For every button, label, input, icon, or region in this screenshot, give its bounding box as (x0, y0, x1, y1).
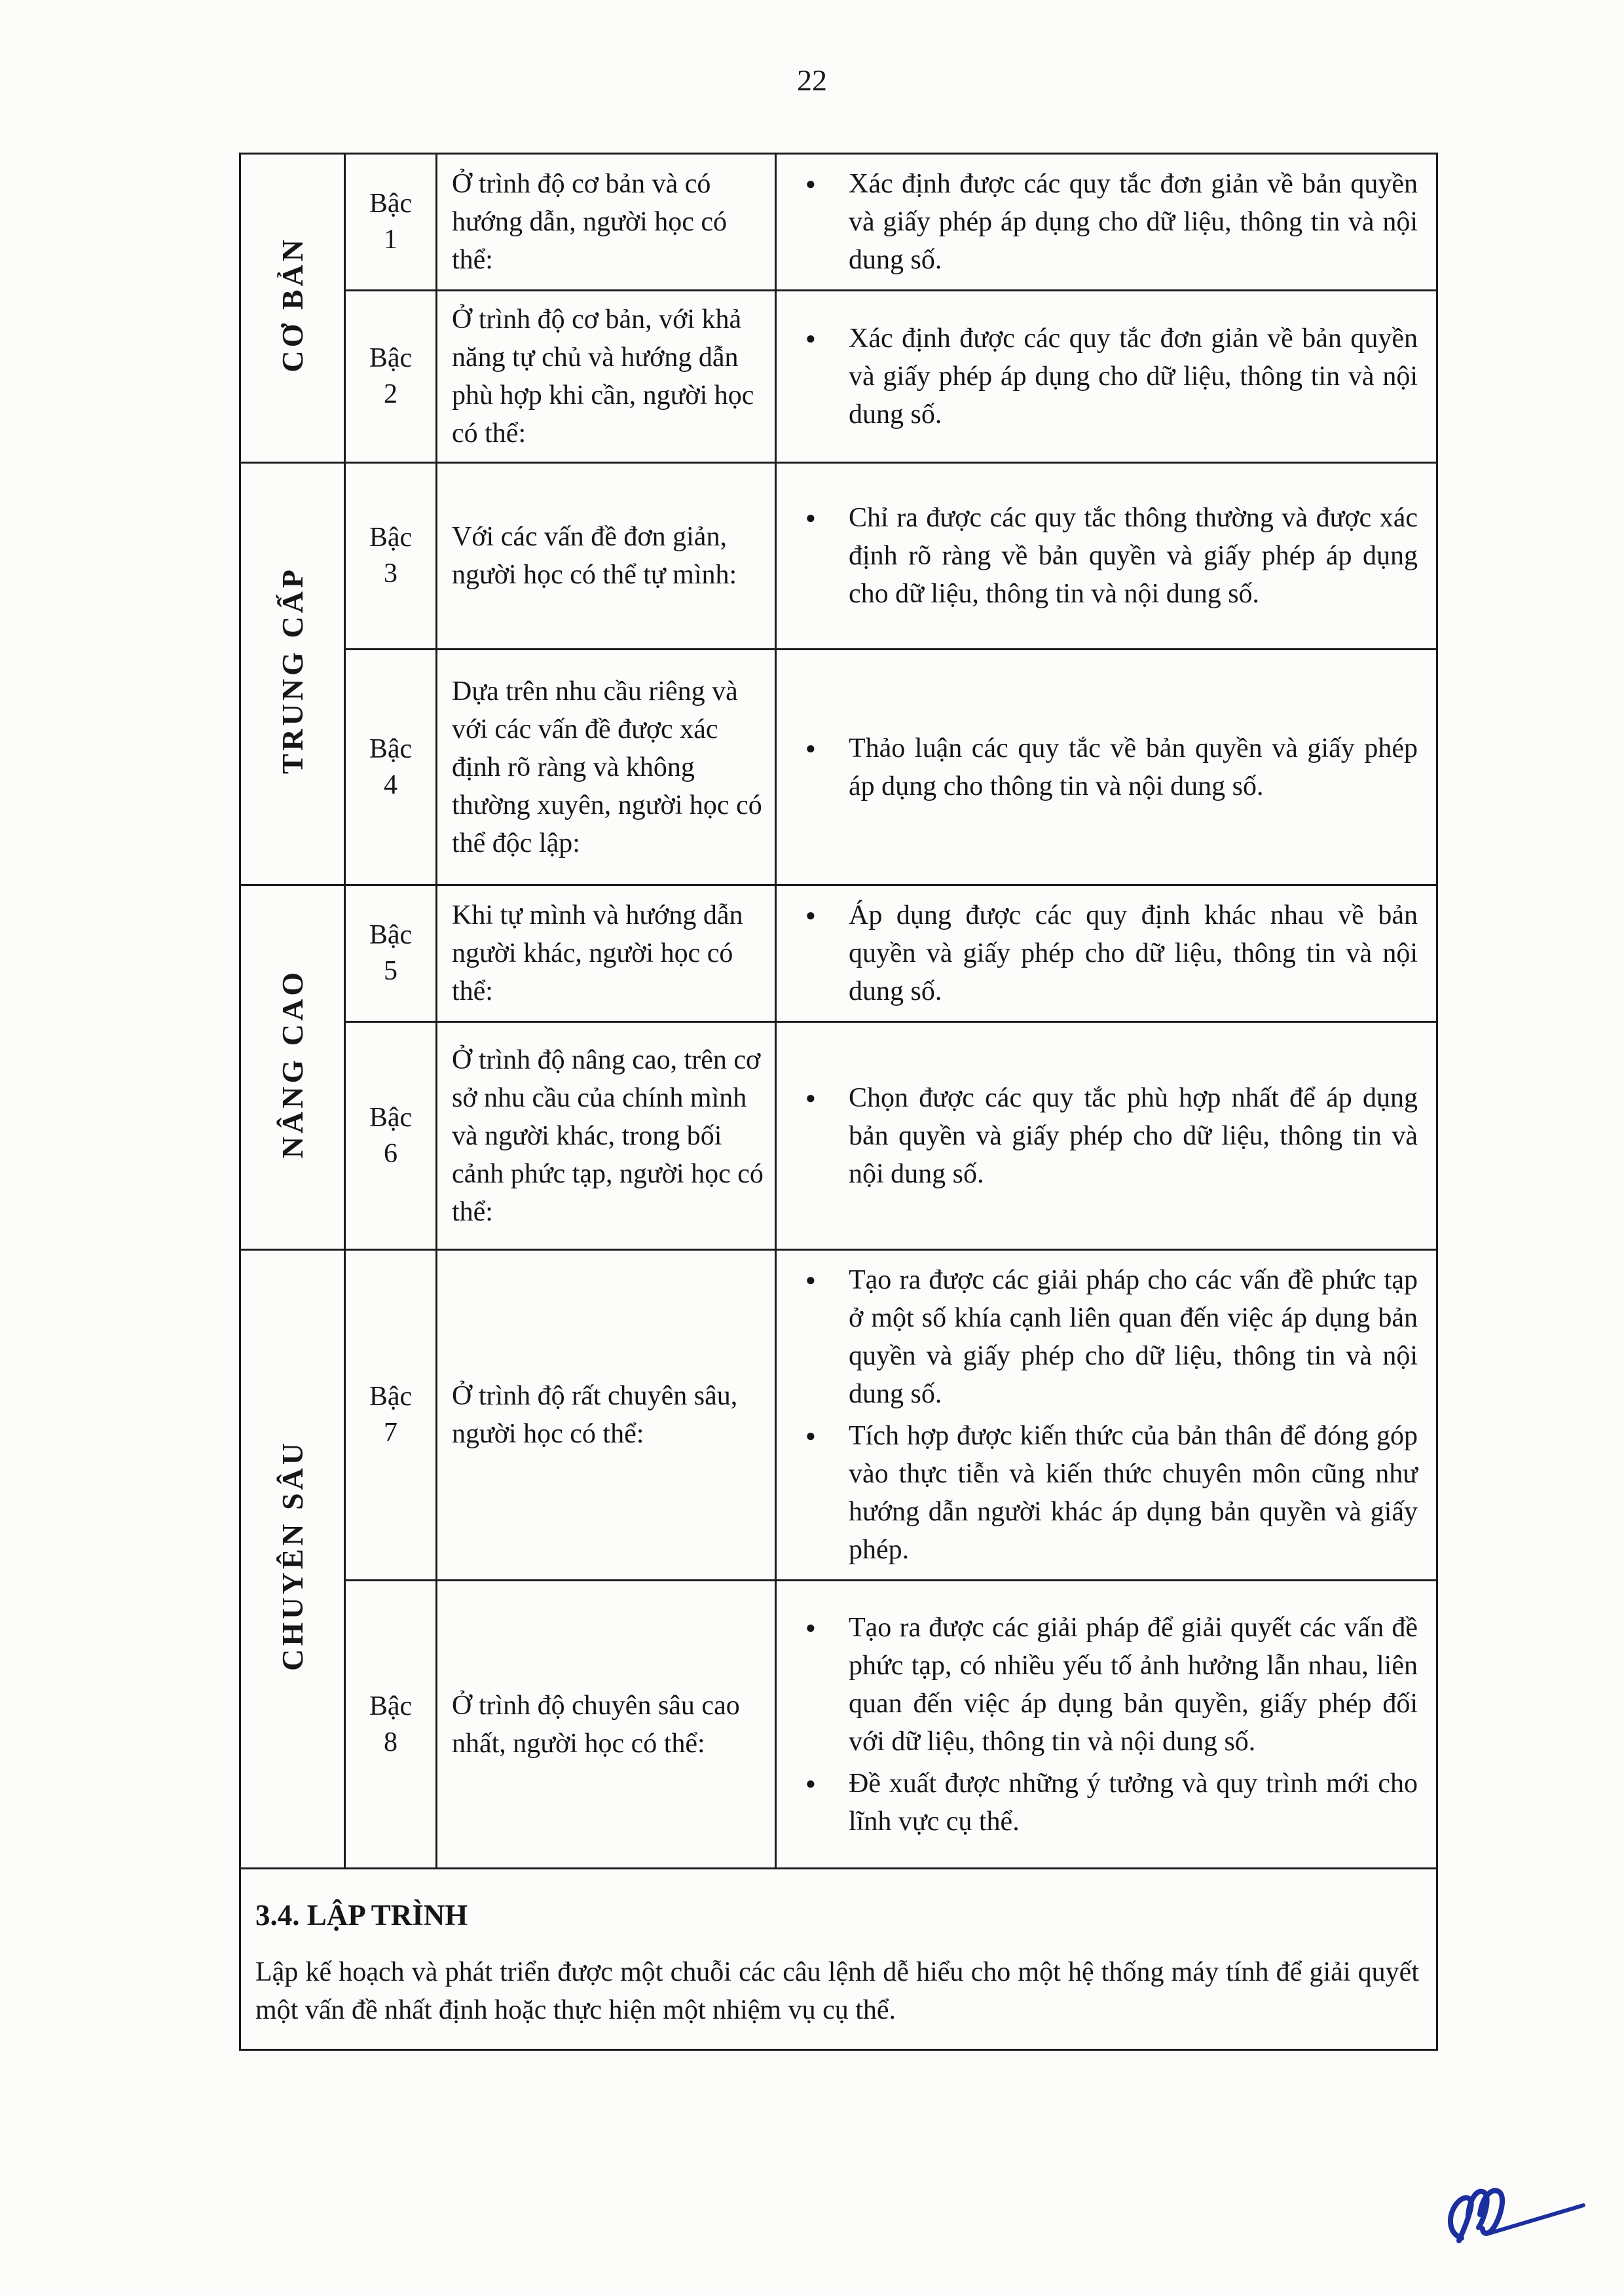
bullets-cell (776, 1250, 1437, 1581)
bullet-item (805, 1417, 1418, 1569)
level-label: Bậc (369, 189, 413, 219)
level-number: 8 (384, 1727, 397, 1757)
bullet-text: Đề xuất được những ý tưởng và quy trình mới cho lĩnh vực cụ thể. (849, 1768, 1418, 1837)
description-cell (437, 463, 776, 650)
level-cell (345, 1581, 437, 1869)
bullet-item (805, 499, 1418, 613)
description-cell (437, 1581, 776, 1869)
bullet-icon: ● (805, 1270, 816, 1289)
bullet-item (805, 165, 1418, 279)
section-3-4 (240, 1869, 1437, 2050)
level-cell (345, 463, 437, 650)
bullet-item (805, 1079, 1418, 1193)
level-label: Bậc (369, 1691, 413, 1721)
bullet-text: Áp dụng được các quy định khác nhau về bản quyền và giấy phép cho dữ liệu, thông tin và nội dung số. (849, 900, 1418, 1006)
bullet-icon: ● (805, 1617, 816, 1637)
level-label: Bậc (369, 1102, 413, 1133)
bullet-text: Xác định được các quy tắc đơn giản về bản quyền và giấy phép áp dụng cho dữ liệu, thông tin và nội dung số. (849, 323, 1418, 430)
level-number: 1 (384, 225, 397, 255)
level-number: 2 (384, 379, 397, 409)
bullet-text: Tích hợp được kiến thức của bản thân để đóng góp vào thực tiễn và kiến thức chuyên môn cũng như hướng dẫn người khác áp dụng bản quyền và giấy phép. (849, 1421, 1418, 1565)
bullet-list (777, 165, 1436, 279)
bullet-icon: ● (805, 906, 816, 925)
level-number: 7 (384, 1418, 397, 1448)
section-heading: 3.4. LẬP TRÌNH (255, 1899, 468, 1932)
bullet-list (777, 320, 1436, 433)
bullet-item (805, 1261, 1418, 1413)
bullets-cell (776, 650, 1437, 885)
bullet-icon: ● (805, 1426, 816, 1445)
bullet-text: Thảo luận các quy tắc về bản quyền và giấy phép áp dụng cho thông tin và nội dung số. (849, 733, 1418, 801)
section-paragraph: Lập kế hoạch và phát triển được một chuỗi các câu lệnh dễ hiểu cho một hệ thống máy tính để giải quyết một vấn đề nhất định hoặc thực hiện một nhiệm vụ cụ thể. (255, 1957, 1419, 2025)
description-text: Dựa trên nhu cầu riêng và với các vấn đề được xác định rõ ràng và không thường xuyên, người học có thể độc lập: (452, 676, 762, 858)
page-number: 22 (797, 64, 827, 97)
bullets-cell (776, 1022, 1437, 1250)
description-cell (437, 885, 776, 1022)
description-cell (437, 291, 776, 463)
bullet-list (777, 896, 1436, 1010)
category-label: TRUNG CẤP (276, 566, 309, 775)
level-cell (345, 1250, 437, 1581)
bullet-icon: ● (805, 1773, 816, 1793)
bullet-item (805, 896, 1418, 1010)
bullets-cell (776, 291, 1437, 463)
bullet-icon: ● (805, 329, 816, 348)
bullets-cell (776, 1581, 1437, 1869)
bullet-list (777, 729, 1436, 805)
level-number: 3 (384, 559, 397, 589)
level-cell (345, 885, 437, 1022)
bullet-item (805, 320, 1418, 433)
description-text: Ở trình độ chuyên sâu cao nhất, người học có thể: (452, 1690, 740, 1759)
bullet-icon: ● (805, 508, 816, 527)
description-text: Với các vấn đề đơn giản, người học có thể tự mình: (452, 522, 737, 590)
bullets-cell (776, 885, 1437, 1022)
level-label: Bậc (369, 1382, 413, 1412)
bullet-list (777, 1609, 1436, 1841)
level-label: Bậc (369, 733, 413, 764)
bullet-text: Tạo ra được các giải pháp để giải quyết các vấn đề phức tạp, có nhiều yếu tố ảnh hưởng lẫn nhau, liên quan đến việc áp dụng bản quyền, giấy phép đối với dữ liệu, thông tin và nội dung số. (849, 1612, 1418, 1757)
bullets-cell (776, 154, 1437, 291)
bullet-item (805, 729, 1418, 805)
bullet-item (805, 1765, 1418, 1841)
level-number: 6 (384, 1138, 397, 1169)
bullet-text: Chỉ ra được các quy tắc thông thường và được xác định rõ ràng về bản quyền và giấy phép áp dụng cho dữ liệu, thông tin và nội dung số. (849, 503, 1418, 609)
category-cell-basic (240, 154, 345, 463)
category-label: CHUYÊN SÂU (276, 1440, 309, 1671)
description-text: Ở trình độ cơ bản, với khả năng tự chủ và hướng dẫn phù hợp khi cần, người học có thể: (452, 304, 754, 449)
description-text: Ở trình độ nâng cao, trên cơ sở nhu cầu của chính mình và người khác, trong bối cảnh phức tạp, người học có thể: (452, 1044, 764, 1227)
competency-table (239, 153, 1438, 2051)
category-cell-specialized (240, 1250, 345, 1869)
description-cell (437, 1022, 776, 1250)
bullet-text: Tạo ra được các giải pháp cho các vấn đề phức tạp ở một số khía cạnh liên quan đến việc áp dụng bản quyền và giấy phép cho dữ liệu, thông tin và nội dung số. (849, 1265, 1418, 1409)
description-cell (437, 650, 776, 885)
description-text: Ở trình độ rất chuyên sâu, người học có thể: (452, 1381, 738, 1449)
bullet-icon: ● (805, 738, 816, 758)
description-text: Ở trình độ cơ bản và có hướng dẫn, người học có thể: (452, 169, 728, 275)
bullet-text: Xác định được các quy tắc đơn giản về bản quyền và giấy phép áp dụng cho dữ liệu, thông tin và nội dung số. (849, 169, 1418, 275)
bullet-list (777, 1261, 1436, 1569)
level-cell (345, 154, 437, 291)
bullet-item (805, 1609, 1418, 1761)
level-label: Bậc (369, 920, 413, 951)
bullet-icon: ● (805, 1088, 816, 1107)
bullet-list (777, 499, 1436, 613)
bullet-icon: ● (805, 174, 816, 193)
level-label: Bậc (369, 523, 413, 553)
bullet-text: Chọn được các quy tắc phù hợp nhất để áp dụng bản quyền và giấy phép cho dữ liệu, thông tin và nội dung số. (849, 1082, 1418, 1189)
bullets-cell (776, 463, 1437, 650)
category-cell-advanced (240, 885, 345, 1250)
level-cell (345, 650, 437, 885)
category-label: NÂNG CAO (276, 968, 309, 1159)
level-cell (345, 1022, 437, 1250)
level-cell (345, 291, 437, 463)
signature-scribble (1434, 2161, 1598, 2259)
level-number: 5 (384, 956, 397, 986)
description-cell (437, 154, 776, 291)
description-cell (437, 1250, 776, 1581)
category-label: CƠ BẢN (276, 236, 309, 373)
level-label: Bậc (369, 343, 413, 374)
bullet-list (777, 1079, 1436, 1193)
description-text: Khi tự mình và hướng dẫn người khác, người học có thể: (452, 900, 743, 1006)
category-cell-intermediate (240, 463, 345, 885)
level-number: 4 (384, 769, 397, 800)
